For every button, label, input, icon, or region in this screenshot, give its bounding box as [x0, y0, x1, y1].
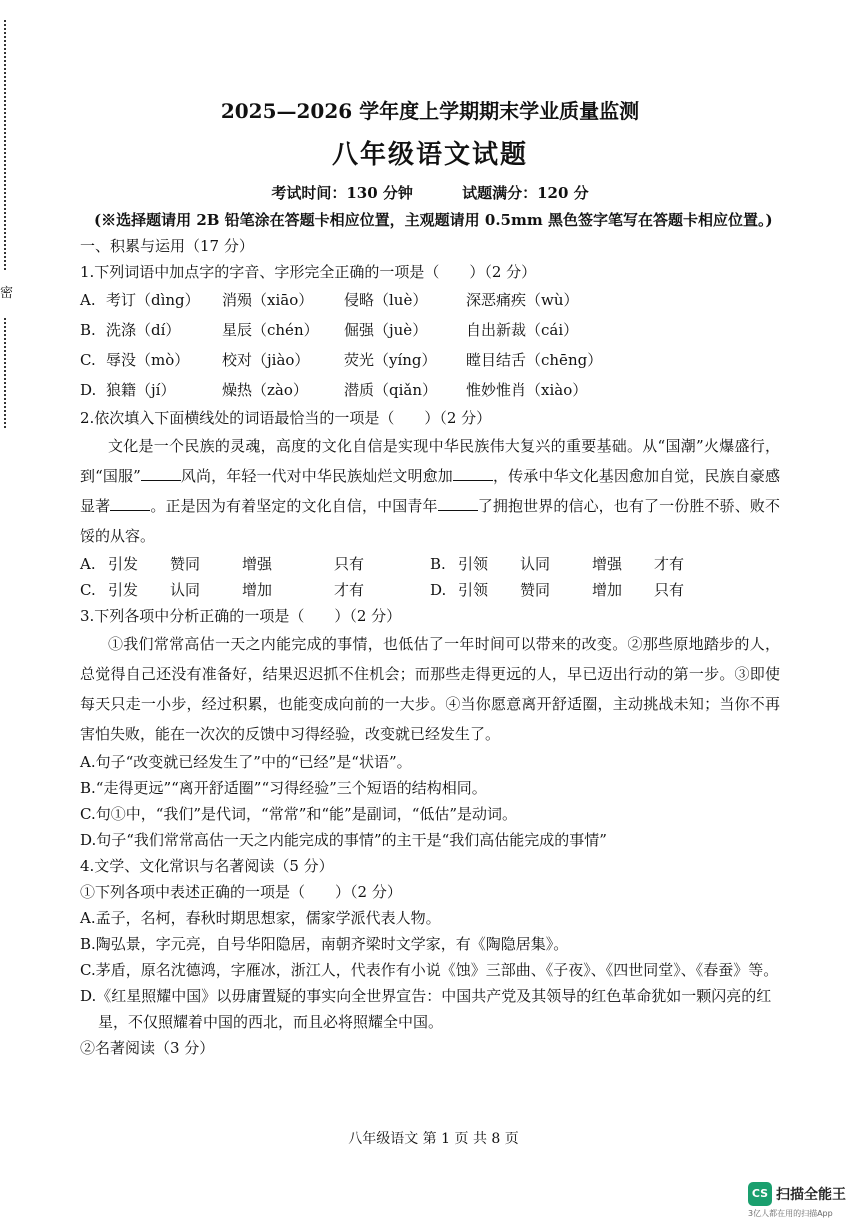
passage-text: 风尚，年轻一代对中华民族灿烂文明愈加 — [180, 467, 453, 485]
option-item: 瞠目结舌（chēng） — [466, 351, 603, 369]
option-label: A. — [80, 291, 96, 309]
q4-sub1-option-a: A.孟子，名柯，春秋时期思想家，儒家学派代表人物。 — [80, 909, 441, 927]
option-label: D. — [430, 581, 447, 599]
exam-subtitle: 八年级语文试题 — [331, 140, 528, 170]
full-score: 试题满分：120 分 — [462, 184, 589, 202]
option-item: 校对（jiào） — [222, 351, 310, 369]
q3-passage: ①我们常常高估一天之内能完成的事情，也低估了一年时间可以带来的改变。②那些原地踏步的人，总觉得自己还没有准备好，结果迟迟抓不住机会；而那些走得更远的人，早已迈出行动的第一步。③即使每天只走一小步，经过积累，也能变成向前的一大步。④当你愿意离开舒适圈，主动挑战未知；当你不再害怕失败，能在一次次的反馈中习得经验，改变就已经发生了。 — [80, 635, 780, 743]
scanner-tagline: 3亿人都在用的扫描App — [748, 1209, 833, 1218]
option-item: 潜质（qiǎn） — [344, 381, 438, 399]
option-item: 引领 — [458, 581, 489, 599]
q2-options-cd — [80, 577, 780, 603]
q4-sub1-option-b: B.陶弘景，字元亮，自号华阳隐居，南朝齐梁时文学家，有《陶隐居集》。 — [80, 935, 569, 953]
answer-note: (※选择题请用 2B 铅笔涂在答题卡相应位置，主观题请用 0.5mm 黑色签字笔写在答题卡相应位置。) — [94, 211, 773, 229]
option-item: 燥热（zào） — [222, 381, 308, 399]
exam-time: 考试时间：130 分钟 — [271, 184, 413, 202]
option-item: 狼籍（jí） — [106, 381, 176, 399]
option-item: 只有 — [334, 555, 365, 573]
option-item: 消殒（xiāo） — [222, 291, 314, 309]
q4-sub1-stem: ①下列各项中表述正确的一项是（ ）（2 分） — [80, 883, 402, 901]
option-item: 引发 — [108, 581, 139, 599]
option-label: C. — [80, 351, 96, 369]
q4-sub1-option-d: D.《红星照耀中国》以毋庸置疑的事实向全世界宣告：中国共产党及其领导的红色革命犹如一颗闪亮的红星，不仅照耀着中国的西北，而且必将照耀全中国。 — [80, 987, 772, 1031]
option-item: 考订（dìng） — [106, 291, 200, 309]
q2-options-ab — [80, 551, 780, 577]
q1-option-b — [80, 315, 780, 345]
q4-sub1-option-c: C.茅盾，原名沈德鸿，字雁冰，浙江人，代表作有小说《蚀》三部曲、《子夜》、《四世同堂》、《春蚕》等。 — [80, 961, 779, 979]
q4-stem: 4.文学、文化常识与名著阅读（5 分） — [80, 857, 334, 875]
q3-option-b: B.“走得更远”“离开舒适圈”“习得经验”三个短语的结构相同。 — [80, 779, 487, 797]
seal-dotted-line-bottom — [4, 318, 6, 428]
option-item: 增加 — [242, 581, 273, 599]
q3-option-c: C.句①中，“我们”是代词，“常常”和“能”是副词，“低估”是动词。 — [80, 805, 518, 823]
scanner-app-name: 扫描全能王 — [776, 1187, 846, 1203]
option-label: B. — [80, 321, 96, 339]
fill-blank — [453, 466, 493, 481]
option-item: 倔强（juè） — [344, 321, 428, 339]
option-item: 认同 — [170, 581, 201, 599]
fill-blank — [438, 496, 478, 511]
passage-text: 了拥抱世界的信心，也有了一份胜不骄、败不馁的从容。 — [80, 497, 780, 545]
page-footer: 八年级语文 第 1 页 共 8 页 — [348, 1131, 519, 1147]
q2-stem: 2.依次填入下面横线处的词语最恰当的一项是（ ）（2 分） — [80, 409, 492, 427]
option-item: 增强 — [592, 555, 623, 573]
option-item: 认同 — [520, 555, 551, 573]
option-label: A. — [80, 555, 96, 573]
fill-blank — [110, 496, 150, 511]
q3-stem: 3.下列各项中分析正确的一项是（ ）（2 分） — [80, 607, 402, 625]
option-label: C. — [80, 581, 96, 599]
passage-text: 文化是一个民族的灵魂，高度的文化自信是实现中华民族伟大复兴的重要基础。从“国潮”火爆盛行，到“国服” — [80, 437, 780, 485]
camscanner-logo-icon: CS — [748, 1182, 772, 1206]
option-item: 增强 — [242, 555, 273, 573]
option-item: 只有 — [654, 581, 685, 599]
option-item: 荧光（yíng） — [344, 351, 437, 369]
q3-option-d: D.句子“我们常常高估一天之内能完成的事情”的主干是“我们高估能完成的事情” — [80, 831, 607, 849]
option-item: 洗涤（dí） — [106, 321, 181, 339]
option-item: 侵略（luè） — [344, 291, 428, 309]
q1-option-c — [80, 345, 780, 375]
q1-stem: 1.下列词语中加点字的字音、字形完全正确的一项是（ ）（2 分） — [80, 263, 537, 281]
option-item: 引发 — [108, 555, 139, 573]
passage-text: ，传承中华文化基因愈加自觉，民族自豪感显著 — [80, 467, 780, 515]
fill-blank — [141, 466, 181, 481]
option-label: D. — [80, 381, 97, 399]
exam-content — [80, 96, 780, 1061]
passage-text: 。正是因为有着坚定的文化自信，中国青年 — [150, 497, 438, 515]
option-item: 赞同 — [170, 555, 201, 573]
q4-sub2-stem: ②名著阅读（3 分） — [80, 1039, 215, 1057]
option-item: 自出新裁（cái） — [466, 321, 579, 339]
option-item: 惟妙惟肖（xiào） — [466, 381, 588, 399]
option-item: 才有 — [654, 555, 685, 573]
q1-option-d — [80, 375, 780, 405]
option-item: 引领 — [458, 555, 489, 573]
section1-title: 一、积累与运用（17 分） — [80, 237, 254, 255]
option-item: 深恶痛疾（wù） — [466, 291, 579, 309]
q1-option-a — [80, 285, 780, 315]
option-item: 才有 — [334, 581, 365, 599]
option-label: B. — [430, 555, 446, 573]
option-item: 辱没（mò） — [106, 351, 190, 369]
option-item: 增加 — [592, 581, 623, 599]
q3-option-a: A.句子“改变就已经发生了”中的“已经”是“状语”。 — [80, 753, 412, 771]
option-item: 星辰（chén） — [222, 321, 319, 339]
option-item: 赞同 — [520, 581, 551, 599]
exam-info — [80, 180, 780, 206]
seal-char: 密 — [0, 286, 14, 301]
seal-dotted-line-top — [4, 20, 6, 270]
exam-title: 2025—2026 学年度上学期期末学业质量监测 — [220, 99, 640, 123]
scanner-watermark — [748, 1178, 858, 1218]
q2-passage — [80, 431, 780, 551]
